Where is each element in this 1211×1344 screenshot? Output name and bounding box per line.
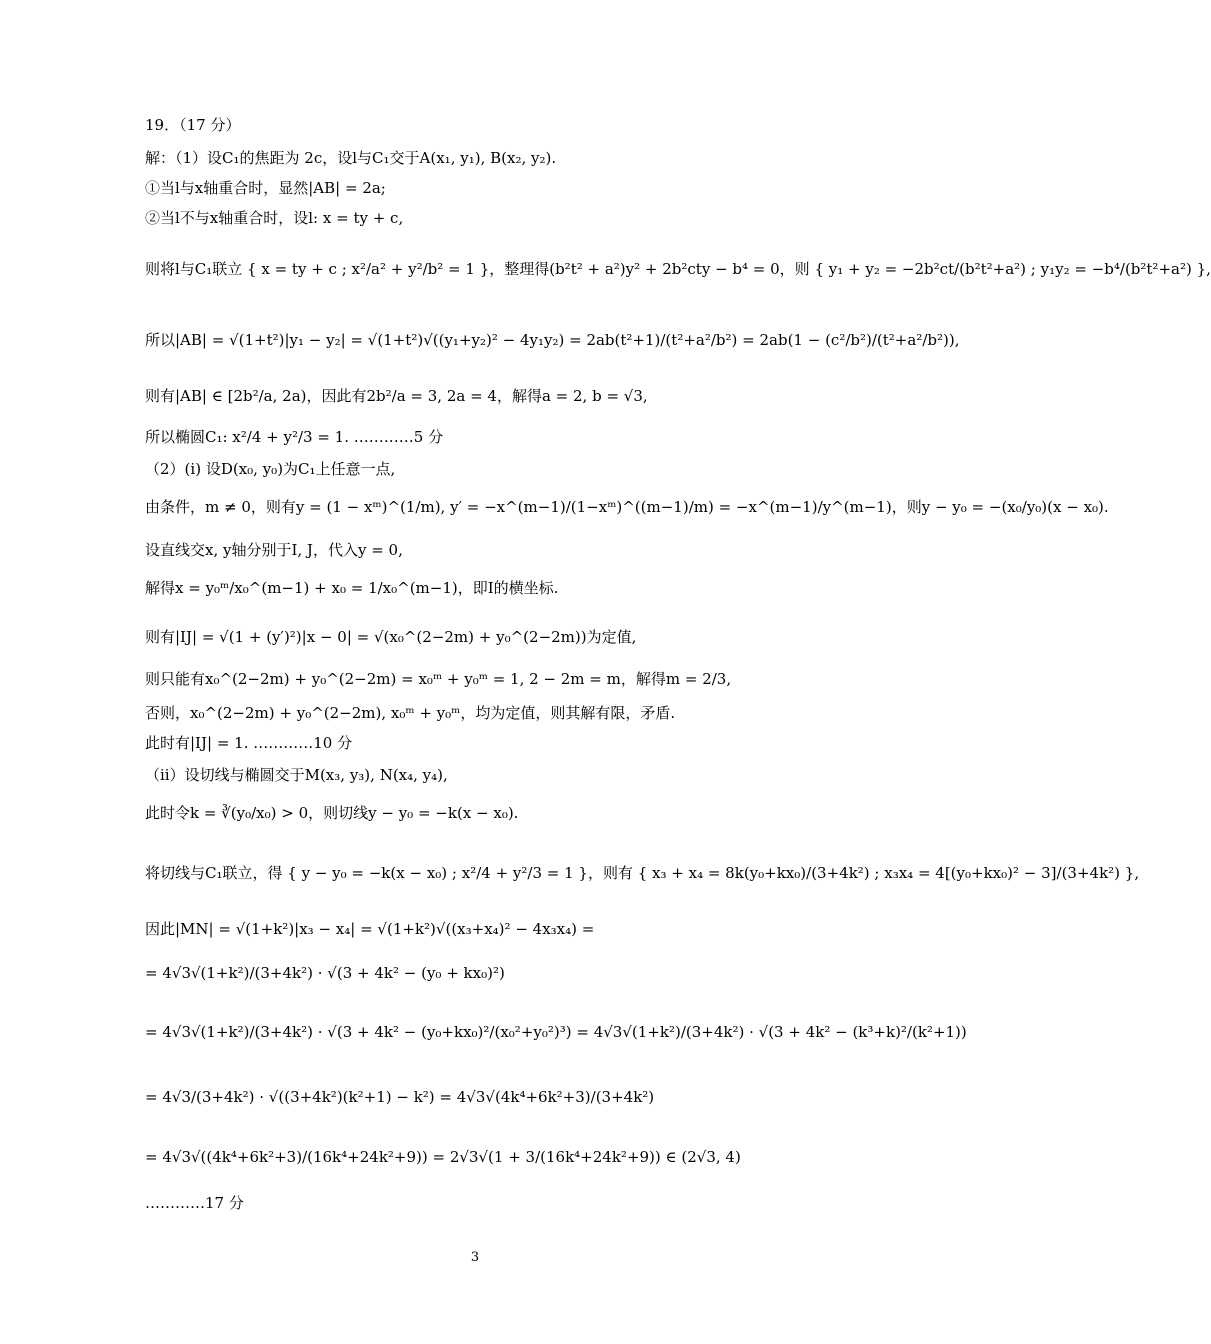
page-number: 3	[470, 1250, 480, 1265]
solution-line: = 4√3√(1+k²)/(3+4k²) · √(3 + 4k² − (y₀+kx₀)²/(x₀²+y₀²)³) = 4√3√(1+k²)/(3+4k²) · √(3 + 4k² − (k³+k)²/(k²+1))	[145, 1023, 967, 1041]
solution-line: 19．（17 分）	[145, 116, 241, 134]
solution-line: 否则，x₀^(2−2m) + y₀^(2−2m), x₀ᵐ + y₀ᵐ，均为定值，则其解有限，矛盾.	[145, 704, 676, 722]
solution-line: 所以椭圆C₁: x²/4 + y²/3 = 1. …………5 分	[145, 428, 444, 446]
solution-line: 解：（1）设C₁的焦距为 2c，设l与C₁交于A(x₁, y₁), B(x₂, y₂).	[145, 149, 557, 167]
solution-line: （2）(i) 设D(x₀, y₀)为C₁上任意一点,	[145, 460, 396, 478]
solution-line: 此时令k = ∛(y₀/x₀) > 0，则切线y − y₀ = −k(x − x₀).	[145, 804, 519, 822]
solution-line: 由条件，m ≠ 0，则有y = (1 − xᵐ)^(1/m), y′ = −x^(m−1)/(1−xᵐ)^((m−1)/m) = −x^(m−1)/y^(m−1)，则y − y₀ = −(x₀/y₀)(x − x₀).	[145, 498, 1109, 516]
solution-line: 则将l与C₁联立 { x = ty + c ; x²/a² + y²/b² = 1 }，整理得(b²t² + a²)y² + 2b²cty − b⁴ = 0，则 { y₁ + y₂ = −2b²ct/(b²t²+a²) ; y₁y₂ = −b⁴/(b²t²+a²) },	[145, 260, 1211, 278]
solution-line: 解得x = y₀ᵐ/x₀^(m−1) + x₀ = 1/x₀^(m−1)，即I的横坐标.	[145, 579, 559, 597]
solution-line: 则有|IJ| = √(1 + (y′)²)|x − 0| = √(x₀^(2−2m) + y₀^(2−2m))为定值,	[145, 628, 637, 646]
solution-line: = 4√3√((4k⁴+6k²+3)/(16k⁴+24k²+9)) = 2√3√(1 + 3/(16k⁴+24k²+9)) ∈ (2√3, 4)	[145, 1148, 741, 1166]
solution-line: 则只能有x₀^(2−2m) + y₀^(2−2m) = x₀ᵐ + y₀ᵐ = 1, 2 − 2m = m，解得m = 2/3,	[145, 670, 732, 688]
solution-line: 将切线与C₁联立，得 { y − y₀ = −k(x − x₀) ; x²/4 + y²/3 = 1 }，则有 { x₃ + x₄ = 8k(y₀+kx₀)/(3+4k²) ; x₃x₄ = 4[(y₀+kx₀)² − 3]/(3+4k²) },	[145, 864, 1140, 882]
solution-line: 设直线交x, y轴分别于I, J，代入y = 0,	[145, 541, 403, 559]
solution-line: 因此|MN| = √(1+k²)|x₃ − x₄| = √(1+k²)√((x₃+x₄)² − 4x₃x₄) =	[145, 920, 595, 938]
solution-line: 所以|AB| = √(1+t²)|y₁ − y₂| = √(1+t²)√((y₁+y₂)² − 4y₁y₂) = 2ab(t²+1)/(t²+a²/b²) = 2ab(1 − (c²/b²)/(t²+a²/b²)),	[145, 331, 960, 349]
solution-line: ①当l与x轴重合时，显然|AB| = 2a;	[145, 179, 386, 197]
solution-line: （ii）设切线与椭圆交于M(x₃, y₃), N(x₄, y₄),	[145, 766, 448, 784]
solution-line: 则有|AB| ∈ [2b²/a, 2a)，因此有2b²/a = 3, 2a = 4，解得a = 2, b = √3,	[145, 387, 648, 405]
solution-line: = 4√3/(3+4k²) · √((3+4k²)(k²+1) − k²) = 4√3√(4k⁴+6k²+3)/(3+4k²)	[145, 1088, 655, 1106]
solution-line: ②当l不与x轴重合时，设l: x = ty + c,	[145, 209, 404, 227]
solution-line: 此时有|IJ| = 1. …………10 分	[145, 734, 353, 752]
solution-line: = 4√3√(1+k²)/(3+4k²) · √(3 + 4k² − (y₀ + kx₀)²)	[145, 964, 505, 982]
solution-line: …………17 分	[145, 1194, 244, 1212]
